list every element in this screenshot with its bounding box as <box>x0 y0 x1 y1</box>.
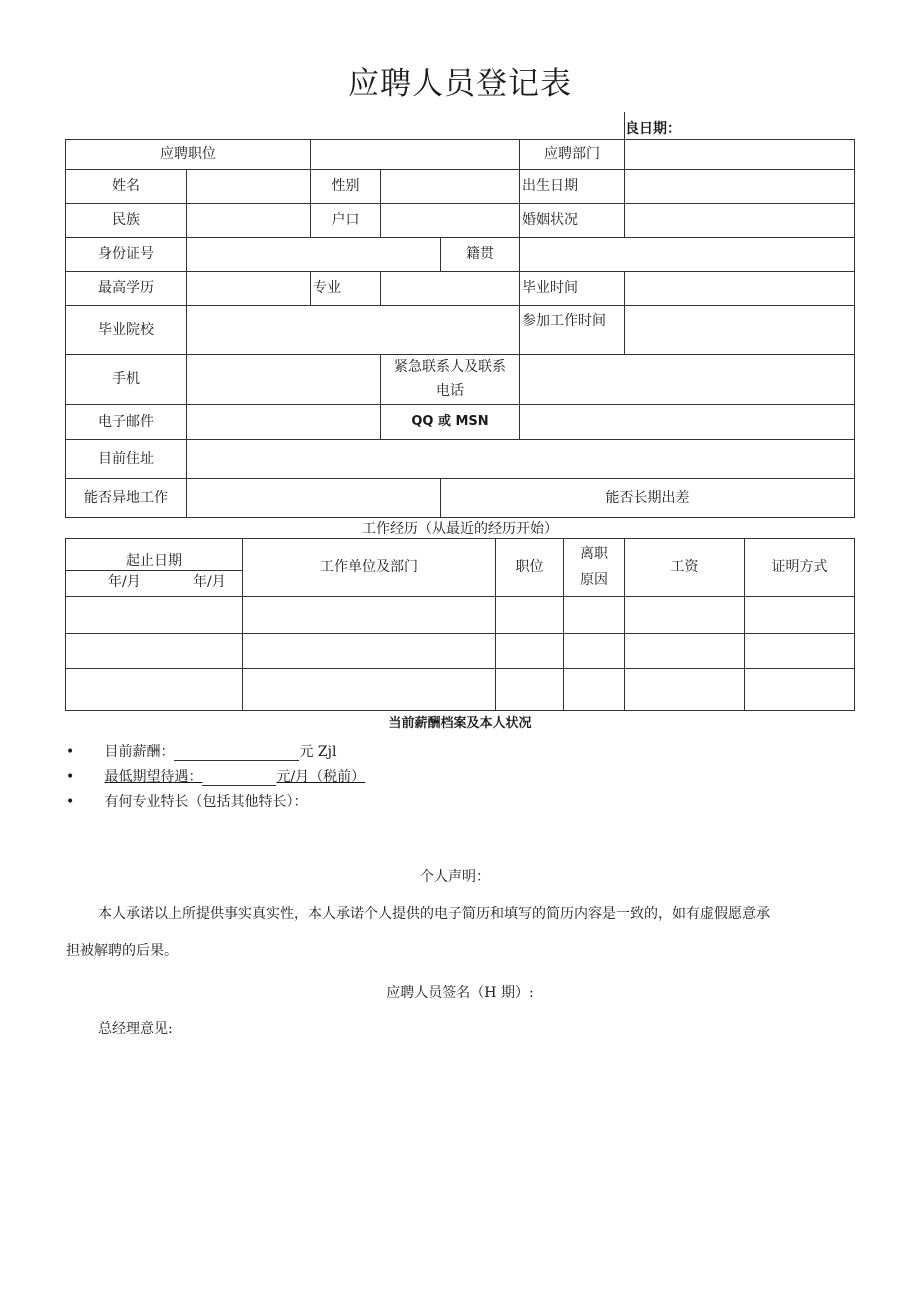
job-header: 职位 <box>495 538 564 597</box>
emergency-contact-line2: 电话 <box>436 382 464 399</box>
label-email: 电子邮件 <box>65 404 187 440</box>
label-id-number: 身份证号 <box>65 237 187 272</box>
bullet: • <box>66 769 75 785</box>
label-ethnicity: 民族 <box>65 203 187 238</box>
label-work-start-time: 参加工作时间 <box>519 305 625 355</box>
history-row1-company[interactable] <box>242 596 496 634</box>
signature-label: 应聘人员签名（H 期）: <box>386 985 534 1001</box>
label-travel: 能否长期出差 <box>440 478 855 518</box>
label-graduation-time: 毕业时间 <box>519 271 625 306</box>
bullet: • <box>66 744 75 760</box>
label-household: 户口 <box>310 203 381 238</box>
label-department: 应聘部门 <box>519 139 625 170</box>
history-row1-reason[interactable] <box>563 596 625 634</box>
date-range-header: 起止日期 <box>126 553 182 569</box>
emergency-contact-line1: 紧急联系人及联系 <box>394 358 506 375</box>
skills-row <box>66 791 307 811</box>
min-expected-input[interactable] <box>202 769 276 786</box>
history-row2-job[interactable] <box>495 633 564 669</box>
history-row2-reason[interactable] <box>563 633 625 669</box>
reference-header: 证明方式 <box>744 538 855 597</box>
current-salary-input[interactable] <box>174 744 299 761</box>
label-marital-status: 婚姻状况 <box>519 203 625 238</box>
history-row1-reference[interactable] <box>744 596 855 634</box>
history-row2-salary[interactable] <box>624 633 745 669</box>
min-expected-label: 最低期望待遇： <box>104 769 203 785</box>
label-relocate: 能否异地工作 <box>65 478 187 518</box>
label-major: 专业 <box>310 271 381 306</box>
date-to-label: 年/月 <box>193 574 226 590</box>
fill-date-label: 良日期： <box>625 121 681 137</box>
history-row1-salary[interactable] <box>624 596 745 634</box>
history-row2-dates[interactable] <box>65 633 243 669</box>
salary-header: 工资 <box>624 538 745 597</box>
history-row1-job[interactable] <box>495 596 564 634</box>
declaration-line1: 本人承诺以上所提供事实真实性，本人承诺个人提供的电子简历和填写的简历内容是一致的，如有虚假愿意承 <box>98 906 770 922</box>
current-salary-row <box>66 741 336 761</box>
history-row3-reference[interactable] <box>744 668 855 711</box>
history-row2-reference[interactable] <box>744 633 855 669</box>
skills-label: 有何专业特长（包括其他特长）： <box>104 794 308 810</box>
leave-reason-line1: 离职 <box>580 546 608 563</box>
declaration-line2: 担被解聘的后果。 <box>66 943 178 959</box>
history-row3-dates[interactable] <box>65 668 243 711</box>
company-header: 工作单位及部门 <box>242 538 496 597</box>
history-row3-salary[interactable] <box>624 668 745 711</box>
label-name: 姓名 <box>65 169 187 204</box>
label-native-place: 籍贯 <box>440 237 520 272</box>
manager-opinion-label: 总经理意见: <box>98 1021 173 1037</box>
label-education: 最高学历 <box>65 271 187 306</box>
label-address: 目前住址 <box>65 439 187 479</box>
bullet: • <box>66 794 75 810</box>
history-row2-company[interactable] <box>242 633 496 669</box>
salary-section-caption: 当前薪酬档案及本人状况 <box>388 716 532 731</box>
work-history-caption: 工作经历（从最近的经历开始） <box>362 521 558 537</box>
label-position: 应聘职位 <box>65 139 311 170</box>
history-row3-company[interactable] <box>242 668 496 711</box>
leave-reason-header <box>563 538 625 597</box>
date-from-label: 年/月 <box>108 574 141 590</box>
label-mobile: 手机 <box>65 354 187 405</box>
label-gender: 性别 <box>310 169 381 204</box>
history-row3-job[interactable] <box>495 668 564 711</box>
history-row1-dates[interactable] <box>65 596 243 634</box>
leave-reason-line2: 原因 <box>580 571 608 588</box>
form-title: 应聘人员登记表 <box>348 66 572 102</box>
label-school: 毕业院校 <box>65 305 187 355</box>
label-qq-msn: QQ 或 MSN <box>380 404 520 440</box>
current-salary-label: 目前薪酬： <box>104 744 175 760</box>
min-expected-unit: 元/月（税前） <box>276 769 366 785</box>
label-birth-date: 出生日期 <box>519 169 625 204</box>
declaration-title: 个人声明： <box>420 869 490 885</box>
history-row3-reason[interactable] <box>563 668 625 711</box>
min-expected-row <box>66 766 365 786</box>
current-salary-unit: 元 Zjl <box>299 744 337 760</box>
